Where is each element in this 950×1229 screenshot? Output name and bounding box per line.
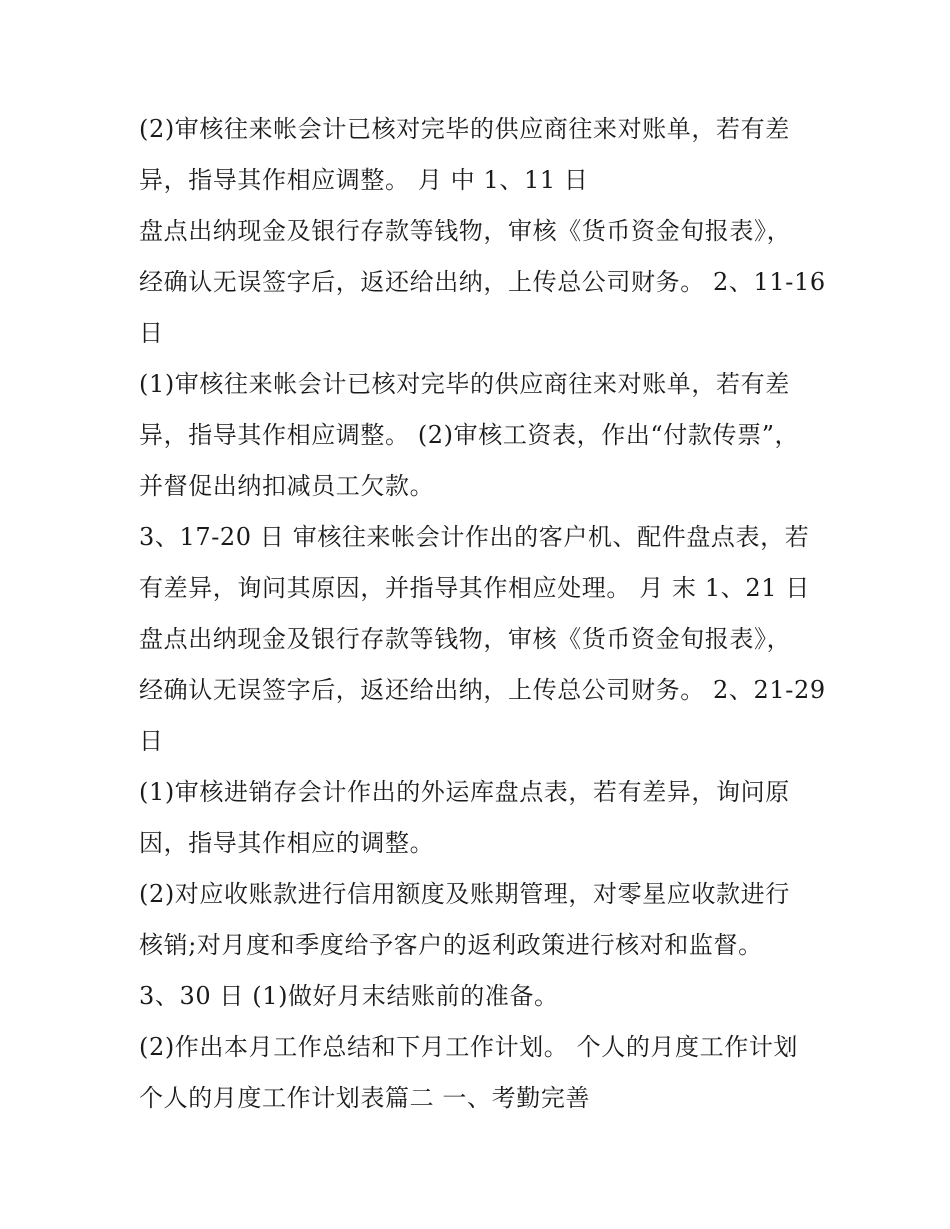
text-line: 3、30 日 (1)做好月末结账前的准备。: [139, 982, 559, 1010]
text-line: 并督促出纳扣减员工欠款。: [139, 472, 435, 500]
text-line: 异，指导其作相应调整。 (2)审核工资表，作出“付款传票”，: [139, 421, 800, 449]
text-line: 盘点出纳现金及银行存款等钱物，审核《货币资金旬报表》，: [139, 625, 792, 653]
text-line: (2)作出本月工作总结和下月工作计划。 个人的月度工作计划: [139, 1033, 799, 1061]
text-line: 日: [139, 319, 164, 347]
text-line: 因，指导其作相应的调整。: [139, 829, 435, 857]
text-line: (1)审核进销存会计作出的外运库盘点表，若有差异，询问原: [139, 778, 790, 806]
text-line: 个人的月度工作计划表篇二 一、考勤完善: [139, 1084, 591, 1112]
text-line: 3、17-20 日 审核往来帐会计作出的客户机、配件盘点表，若: [139, 523, 810, 551]
text-line: 盘点出纳现金及银行存款等钱物，审核《货币资金旬报表》，: [139, 217, 792, 245]
document-body: [139, 104, 826, 1124]
text-line: 日: [139, 727, 164, 755]
text-line: 有差异，询问其原因，并指导其作相应处理。 月 末 1、21 日: [139, 574, 810, 602]
text-line: 经确认无误签字后，返还给出纳，上传总公司财务。 2、11-16: [139, 268, 826, 296]
text-line: (2)审核往来帐会计已核对完毕的供应商往来对账单，若有差: [139, 115, 790, 143]
text-line: 经确认无误签字后，返还给出纳，上传总公司财务。 2、21-29: [139, 676, 826, 704]
text-line: 异，指导其作相应调整。 月 中 1、11 日: [139, 166, 589, 194]
text-line: (2)对应收账款进行信用额度及账期管理，对零星应收款进行: [139, 880, 790, 908]
text-line: (1)审核往来帐会计已核对完毕的供应商往来对账单，若有差: [139, 370, 790, 398]
text-line: 核销;对月度和季度给予客户的返利政策进行核对和监督。: [139, 931, 763, 959]
